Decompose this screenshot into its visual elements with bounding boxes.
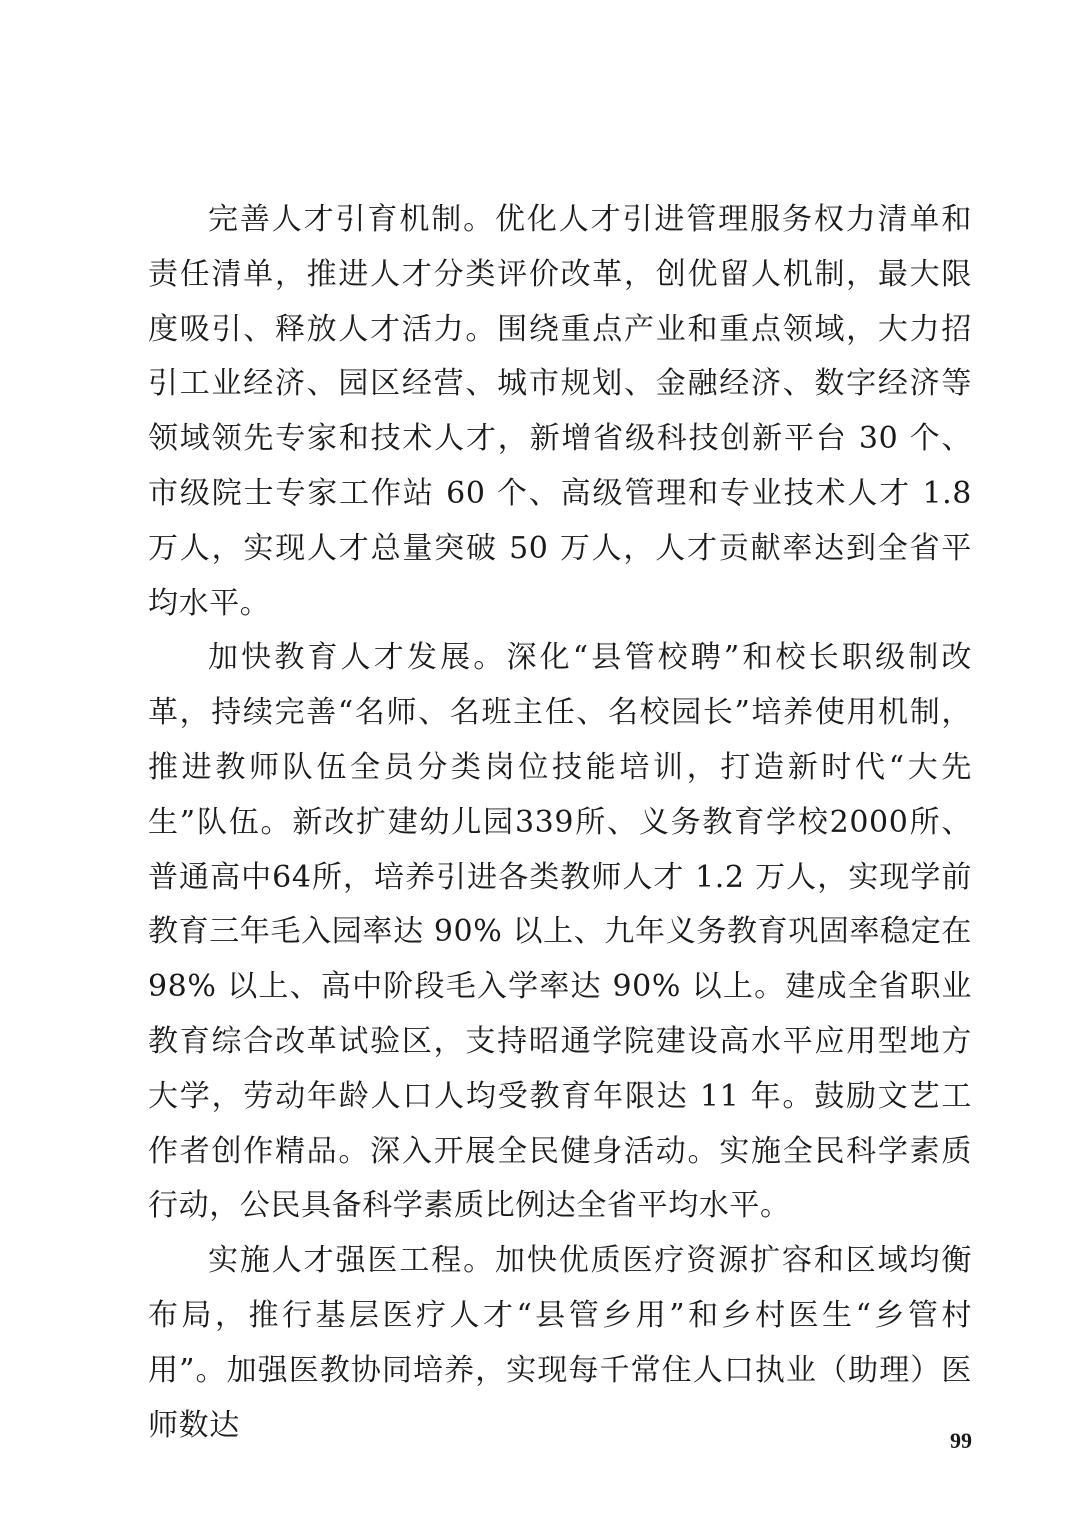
paragraph-education-talent: 加快教育人才发展。深化“县管校聘”和校长职级制改革，持续完善“名师、名班主任、名校园长”培养使用机制，推进教师队伍全员分类岗位技能培训，打造新时代“大先生”队伍。新改扩建幼儿园339所、义务教育学校2000所、普通高中64所，培养引进各类教师人才 1.2 万人，实现学前教育三年毛入园率达 90% 以上、九年义务教育巩固率稳定在 98% 以上、高中阶段毛入学率达 90% 以上。建成全省职业教育综合改革试验区，支持昭通学院建设高水平应用型地方大学，劳动年龄人口人均受教育年限达 11 年。鼓励文艺工作者创作精品。深入开展全民健身活动。实施全民科学素质行动，公民具备科学素质比例达全省平均水平。 bbox=[148, 640, 972, 1224]
body-text bbox=[148, 193, 972, 1453]
paragraph-talent-recruitment: 完善人才引育机制。优化人才引进管理服务权力清单和责任清单，推进人才分类评价改革，创优留人机制，最大限度吸引、释放人才活力。围绕重点产业和重点领域，大力招引工业经济、园区经营、城市规划、金融经济、数字经济等领域领先专家和技术人才，新增省级科技创新平台 30 个、市级院士专家工作站 60 个、高级管理和专业技术人才 1.8 万人，实现人才总量突破 50 万人，人才贡献率达到全省平均水平。 bbox=[148, 202, 972, 621]
page-number: 99 bbox=[950, 1428, 972, 1453]
paragraph-medical-talent: 实施人才强医工程。加快优质医疗资源扩容和区域均衡布局，推行基层医疗人才“县管乡用”和乡村医生“乡管村用”。加强医教协同培养，实现每千常住人口执业（助理）医师数达 bbox=[148, 1243, 972, 1443]
